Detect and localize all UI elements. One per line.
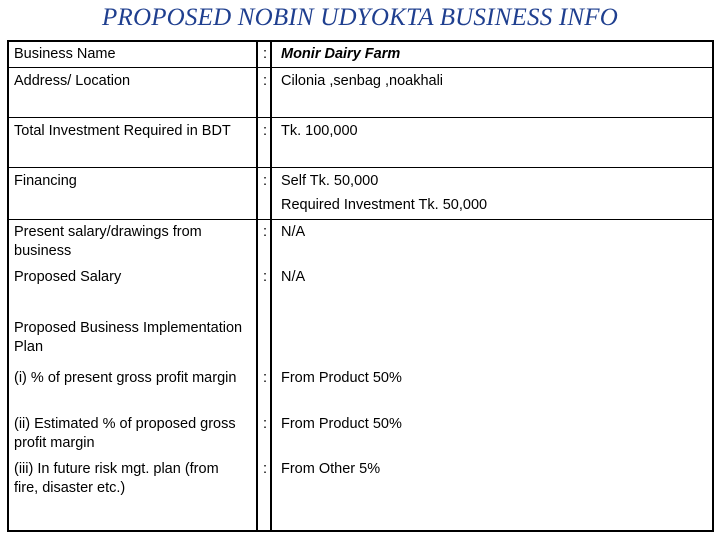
row-value-business-name: Monir Dairy Farm — [281, 46, 401, 62]
row-label-address: Address/ Location — [14, 73, 131, 89]
row-value-total-investment: Tk. 100,000 — [281, 123, 358, 139]
row-value-estimated-margin: From Product 50% — [281, 416, 402, 432]
row-label-business-name: Business Name — [14, 46, 116, 62]
row-value-financing-required: Required Investment Tk. 50,000 — [281, 197, 488, 213]
row-value-address: Cilonia ,senbag ,noakhali — [281, 73, 444, 89]
row-colon: : — [263, 416, 268, 432]
row-label-present-salary: Present salary/drawings from business — [14, 224, 202, 259]
row-colon: : — [263, 73, 268, 89]
row-divider — [7, 67, 714, 68]
page-title: PROPOSED NOBIN UDYOKTA BUSINESS INFO — [102, 4, 618, 31]
row-label-estimated-margin: (ii) Estimated % of proposed gross profit margin — [14, 416, 236, 451]
row-colon: : — [263, 224, 268, 240]
row-value-present-salary: N/A — [281, 224, 306, 240]
row-colon: : — [263, 269, 268, 285]
row-label-total-investment: Total Investment Required in BDT — [14, 123, 231, 139]
row-colon: : — [263, 46, 268, 62]
row-colon: : — [263, 123, 268, 139]
row-divider — [7, 167, 714, 168]
row-colon: : — [263, 173, 268, 189]
row-label-present-margin: (i) % of present gross profit margin — [14, 370, 237, 386]
row-colon: : — [263, 461, 268, 477]
row-label-risk-plan: (iii) In future risk mgt. plan (from fire, disaster etc.) — [14, 461, 219, 496]
column-divider-right — [270, 40, 272, 532]
row-value-present-margin: From Product 50% — [281, 370, 402, 386]
row-value-risk-plan: From Other 5% — [281, 461, 381, 477]
row-colon: : — [263, 370, 268, 386]
row-label-financing: Financing — [14, 173, 77, 189]
column-divider-left — [256, 40, 258, 532]
row-label-proposed-salary: Proposed Salary — [14, 269, 122, 285]
row-divider — [7, 219, 714, 220]
row-divider — [7, 117, 714, 118]
row-label-implementation-plan: Proposed Business Implementation Plan — [14, 320, 243, 355]
row-value-proposed-salary: N/A — [281, 269, 306, 285]
row-value-financing-self: Self Tk. 50,000 — [281, 173, 379, 189]
